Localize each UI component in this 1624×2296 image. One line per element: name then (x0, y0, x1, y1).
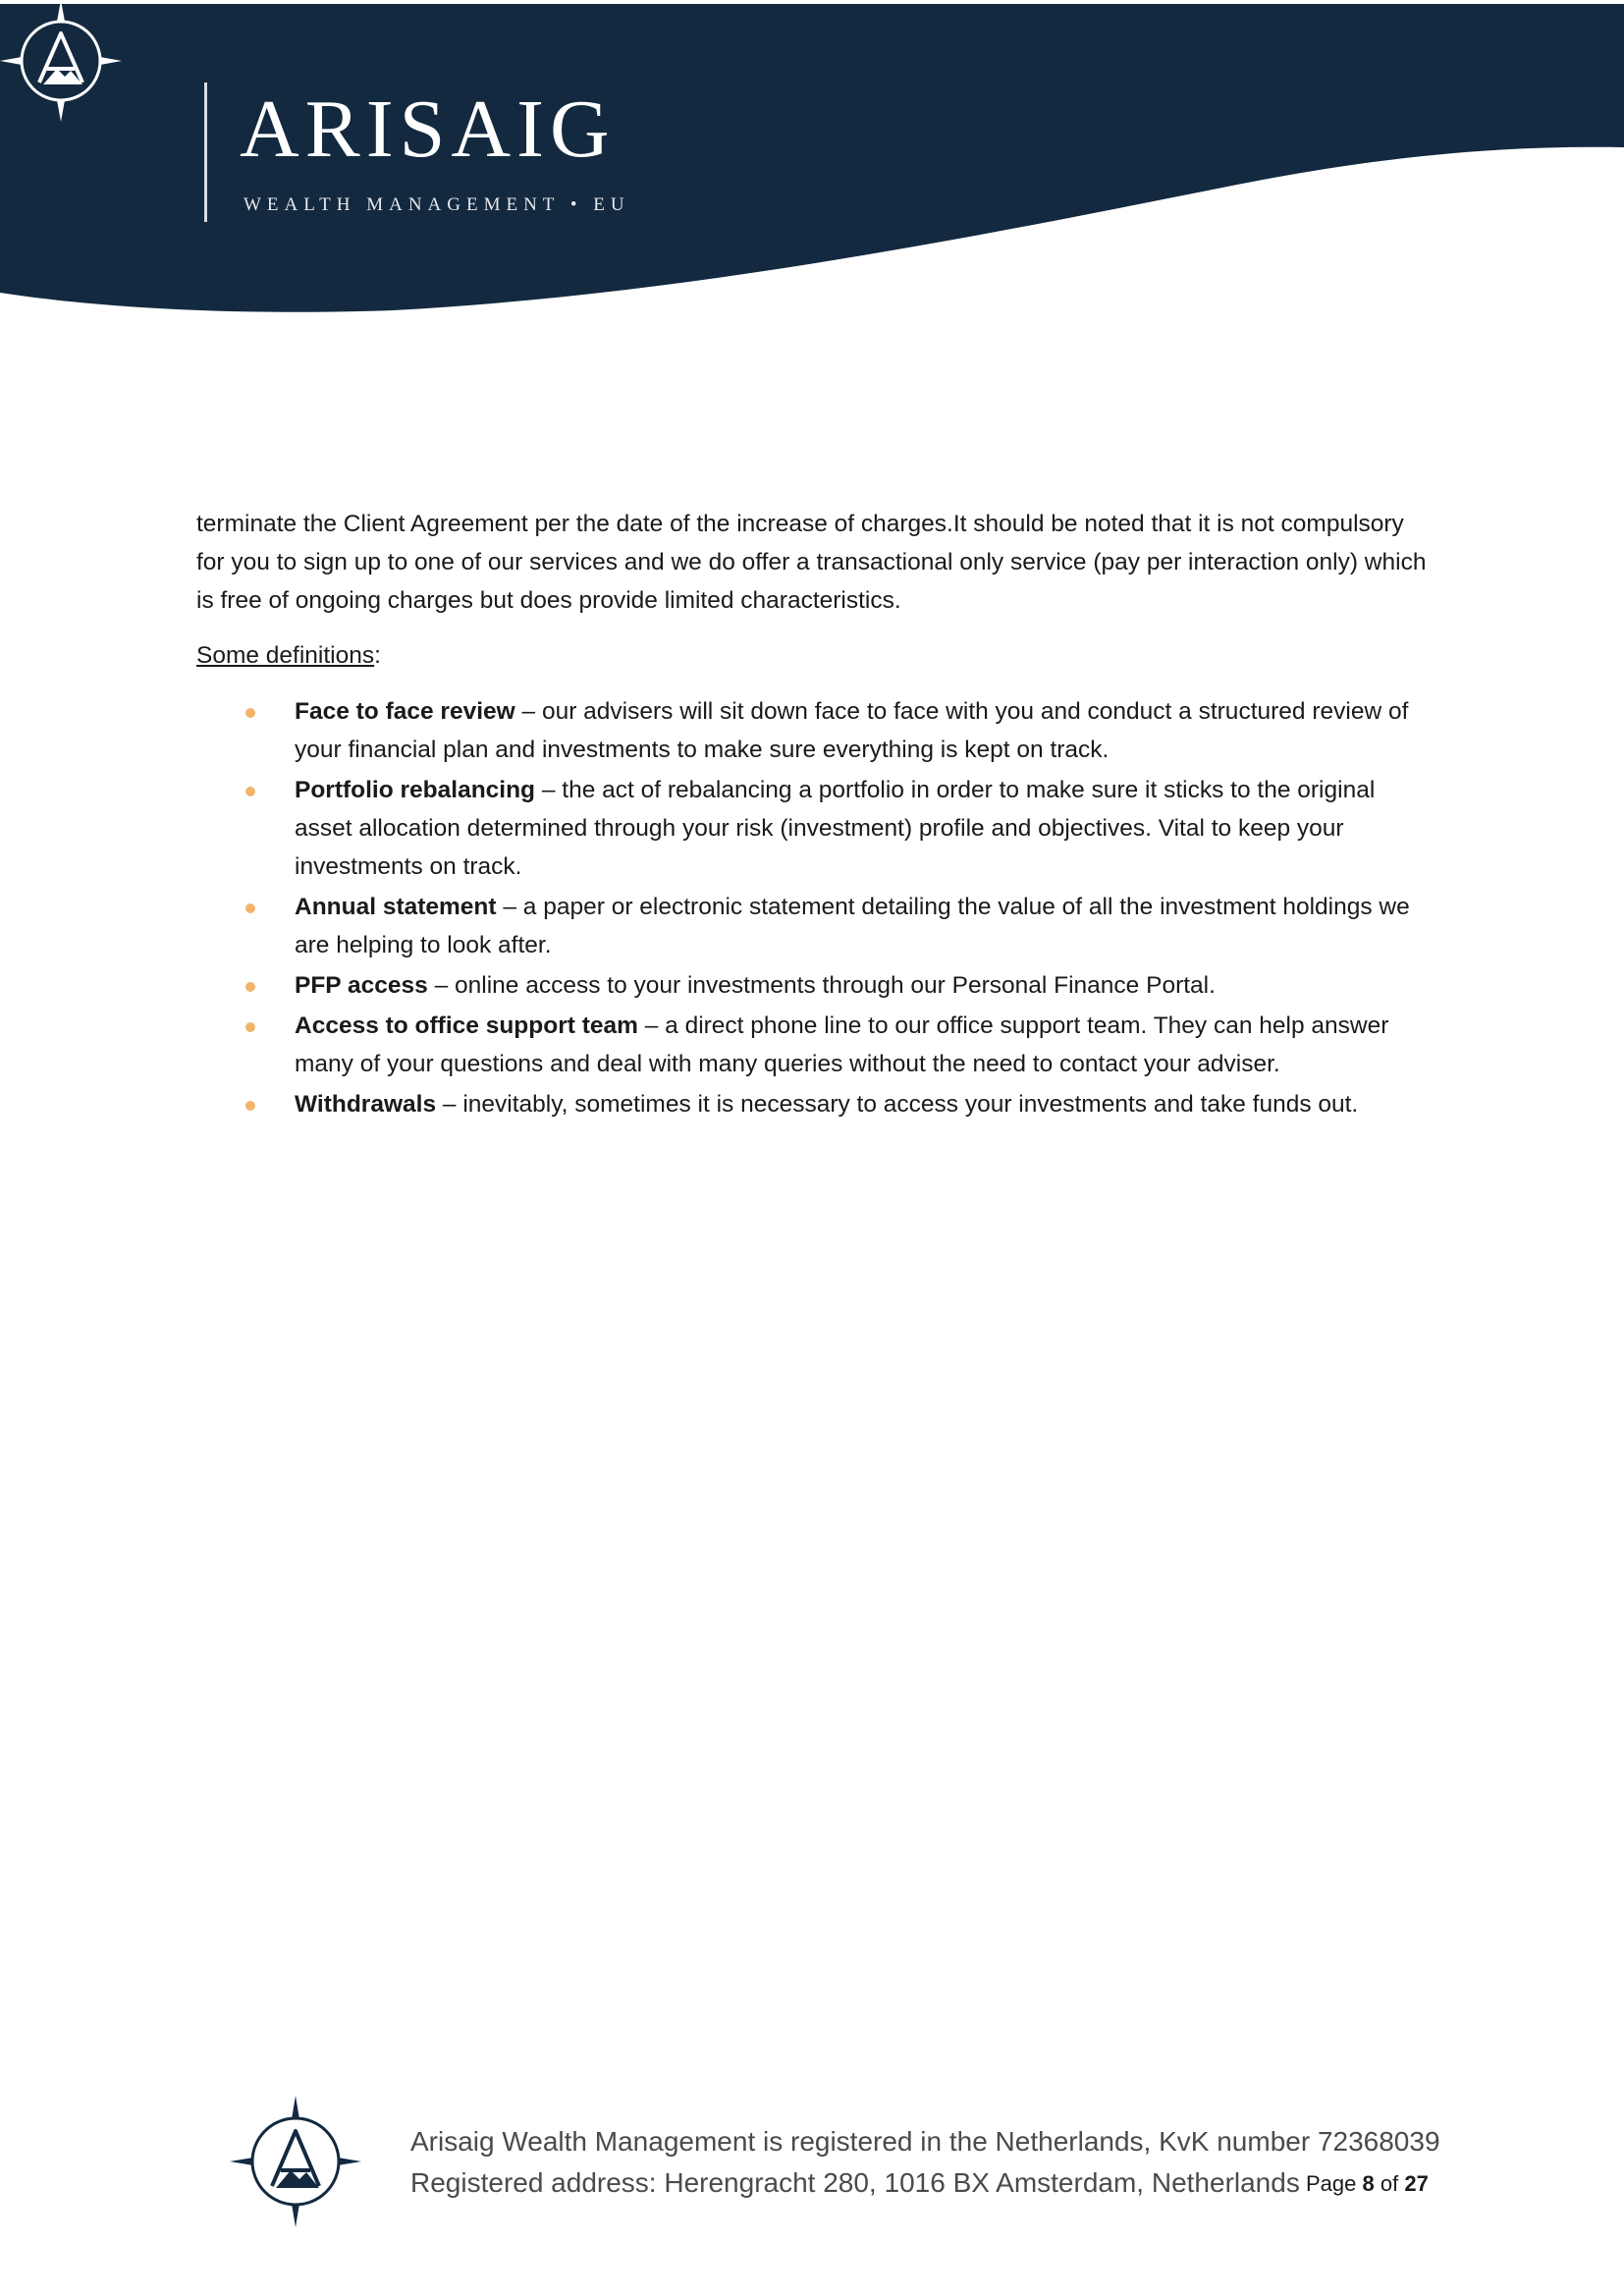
page-total: 27 (1404, 2171, 1429, 2196)
definition-text: – our advisers will sit down face to face with you and conduct a structured review of your financial plan and investments to make sure everything is kept on track. (295, 698, 1409, 763)
definitions-heading-line (196, 636, 1434, 675)
definitions-heading: Some definitions (196, 642, 375, 669)
list-item (196, 888, 1434, 964)
logo-divider (204, 82, 207, 222)
definition-text: – a paper or electronic statement detailing the value of all the investment holdings we are helping to look after. (295, 894, 1410, 958)
definition-term: Portfolio rebalancing (295, 777, 536, 803)
brand-name: ARISAIG (240, 83, 616, 175)
compass-mountain-icon (0, 0, 122, 122)
definition-text: – inevitably, sometimes it is necessary to access your investments and take funds out. (436, 1091, 1359, 1118)
definitions-list (196, 692, 1434, 1123)
footer-line-2: Registered address: Herengracht 280, 1016 BX Amsterdam, Netherlands (410, 2167, 1300, 2198)
list-item (196, 966, 1434, 1005)
page-of: of (1374, 2171, 1405, 2196)
definition-text: – the act of rebalancing a portfolio in order to make sure it sticks to the original asset allocation determined through your risk (investment) profile and objectives. Vital to keep your investments on track. (295, 777, 1376, 880)
definition-term: Access to office support team (295, 1012, 638, 1039)
footer-registration (410, 2121, 1440, 2204)
list-item (196, 692, 1434, 769)
page-current: 8 (1362, 2171, 1375, 2196)
list-item (196, 771, 1434, 886)
document-body (196, 505, 1434, 1125)
definition-term: Withdrawals (295, 1091, 437, 1118)
page-number (1306, 2171, 1429, 2197)
header-band (0, 0, 1624, 324)
page-prefix: Page (1306, 2171, 1363, 2196)
definition-term: Annual statement (295, 894, 497, 920)
definition-text: – online access to your investments through our Personal Finance Portal. (427, 972, 1216, 999)
footer-line-1: Arisaig Wealth Management is registered in the Netherlands, KvK number 72368039 (410, 2126, 1440, 2157)
definition-term: Face to face review (295, 698, 515, 725)
list-item (196, 1085, 1434, 1123)
definition-term: PFP access (295, 972, 428, 999)
brand-subtitle: WEALTH MANAGEMENT • EU (244, 194, 630, 215)
list-item (196, 1007, 1434, 1083)
footer-compass-mountain-icon (230, 2096, 361, 2227)
intro-paragraph: terminate the Client Agreement per the date of the increase of charges.It should be noted that it is not compulsory for you to sign up to one of our services and we do offer a transactional only service (pay per interaction only) which is free of ongoing charges but does provide limited characteristics. (196, 511, 1427, 614)
definitions-heading-colon: : (374, 642, 381, 669)
definition-text: – a direct phone line to our office support team. They can help answer many of your questions and deal with many queries without the need to contact your adviser. (295, 1012, 1389, 1077)
